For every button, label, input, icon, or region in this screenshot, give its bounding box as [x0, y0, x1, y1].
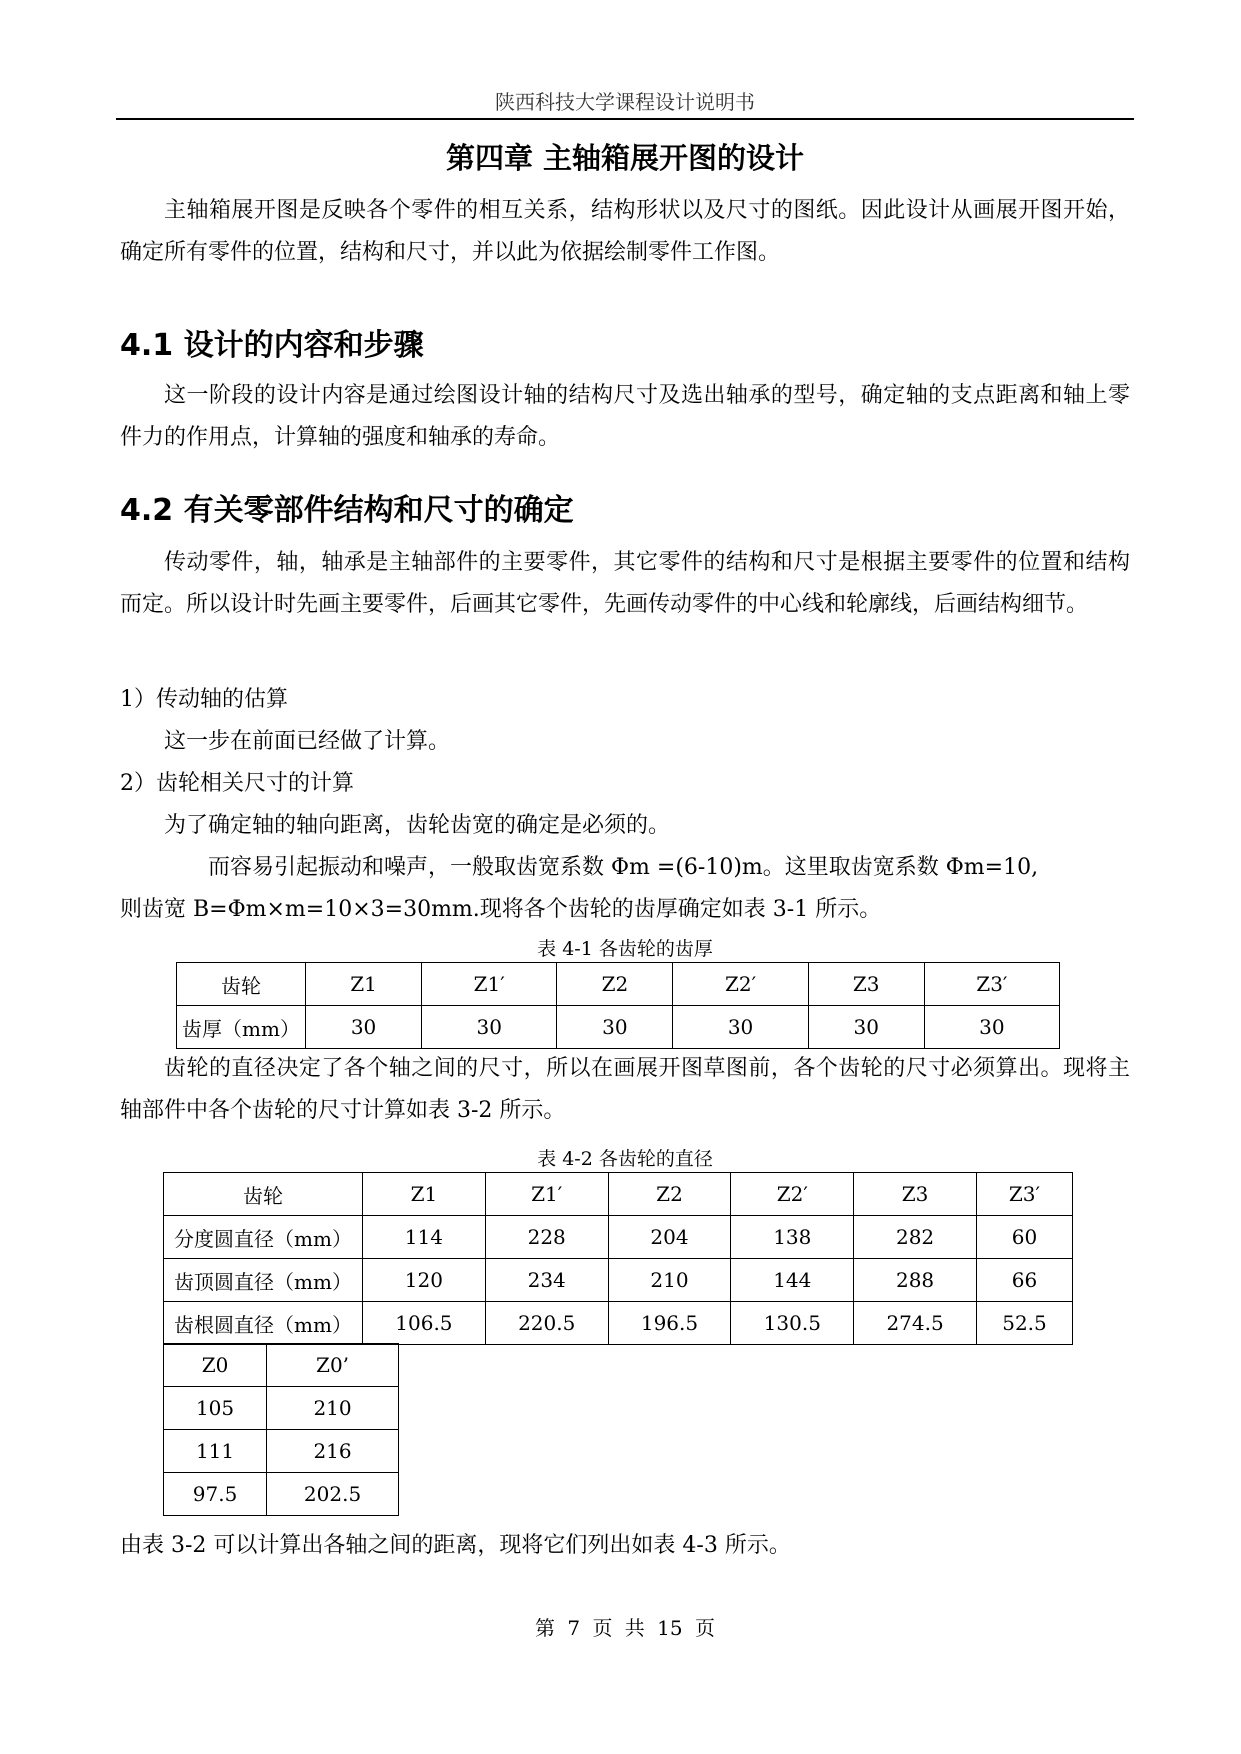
- table-cell: 210: [267, 1387, 399, 1430]
- page-header: 陕西科技大学课程设计说明书: [495, 90, 755, 114]
- table-cell: 齿轮: [164, 1173, 363, 1216]
- table-cell: 274.5: [854, 1302, 977, 1345]
- section-4-2-heading: 4.2 有关零部件结构和尺寸的确定: [120, 493, 574, 528]
- table-cell: 齿根圆直径（mm）: [164, 1302, 363, 1345]
- table-cell: Z1: [306, 963, 422, 1006]
- tooth-width-line-1: 而容易引起振动和噪声，一般取齿宽系数 Φm =(6-10)m。这里取齿宽系数 Φm=10,: [208, 855, 1039, 880]
- list-item-1: 1）传动轴的估算: [120, 687, 288, 712]
- table-cell: 30: [557, 1006, 673, 1049]
- list-item-1-text: 这一步在前面已经做了计算。: [164, 729, 451, 754]
- section-4-1-text: 这一阶段的设计内容是通过绘图设计轴的结构尺寸及选出轴承的型号，确定轴的支点距离和轴上零件力的作用点，计算轴的强度和轴承的寿命。: [120, 383, 1130, 450]
- table-cell: 52.5: [976, 1302, 1072, 1345]
- tooth-thickness-table: [176, 962, 1060, 1049]
- table-row: [177, 1006, 1060, 1049]
- table-cell: Z2′: [673, 963, 808, 1006]
- table-cell: 30: [306, 1006, 422, 1049]
- table-row: [177, 963, 1060, 1006]
- table-row: [164, 1216, 1073, 1259]
- table-cell: 30: [422, 1006, 557, 1049]
- table-cell: 234: [485, 1259, 608, 1302]
- table-cell: 120: [363, 1259, 486, 1302]
- table-cell: 210: [608, 1259, 731, 1302]
- table-1-caption: 表 4-1 各齿轮的齿厚: [537, 938, 713, 960]
- table-cell: 66: [976, 1259, 1072, 1302]
- table-cell: Z2: [557, 963, 673, 1006]
- chapter-title: 第四章 主轴箱展开图的设计: [445, 141, 805, 175]
- table-cell: Z3′: [976, 1173, 1072, 1216]
- table-cell: 288: [854, 1259, 977, 1302]
- list-item-2-text: 为了确定轴的轴向距离，齿轮齿宽的确定是必须的。: [164, 813, 671, 838]
- header-rule: [116, 118, 1134, 120]
- table-cell: 105: [164, 1387, 267, 1430]
- table-cell: Z2′: [731, 1173, 854, 1216]
- table-cell: Z1′: [422, 963, 557, 1006]
- table-2-caption: 表 4-2 各齿轮的直径: [537, 1148, 713, 1170]
- section-4-2-paragraph: 传动零件，轴，轴承是主轴部件的主要零件，其它零件的结构和尺寸是根据主要零件的位置和结构而定。所以设计时先画主要零件，后画其它零件，先画传动零件的中心线和轮廓线，后画结构细节。: [120, 550, 1130, 617]
- paragraph-3: 齿轮的直径决定了各个轴之间的尺寸，所以在画展开图草图前，各个齿轮的尺寸必须算出。现将主轴部件中各个齿轮的尺寸计算如表 3-2 所示。: [120, 1056, 1130, 1123]
- table-cell: 30: [673, 1006, 808, 1049]
- table-cell: Z1′: [485, 1173, 608, 1216]
- table-cell: Z3′: [924, 963, 1059, 1006]
- table-cell: 138: [731, 1216, 854, 1259]
- table-cell: Z0: [164, 1344, 267, 1387]
- table-cell: 130.5: [731, 1302, 854, 1345]
- table-cell: 齿顶圆直径（mm）: [164, 1259, 363, 1302]
- table-cell: Z0’: [267, 1344, 399, 1387]
- z0-diameter-table: [163, 1343, 399, 1516]
- table-cell: 228: [485, 1216, 608, 1259]
- list-item-2: 2）齿轮相关尺寸的计算: [120, 771, 354, 796]
- table-cell: 114: [363, 1216, 486, 1259]
- table-row: [164, 1473, 399, 1516]
- table-cell: 齿厚（mm）: [177, 1006, 306, 1049]
- table-row: [164, 1430, 399, 1473]
- table-cell: 282: [854, 1216, 977, 1259]
- page-footer: 第 7 页 共 15 页: [535, 1616, 715, 1640]
- table-row: [164, 1302, 1073, 1345]
- table-cell: Z2: [608, 1173, 731, 1216]
- table-row: [164, 1259, 1073, 1302]
- section-4-1-heading: 4.1 设计的内容和步骤: [120, 328, 424, 363]
- gear-diameter-table: [163, 1172, 1073, 1345]
- table-cell: 202.5: [267, 1473, 399, 1516]
- table-cell: 分度圆直径（mm）: [164, 1216, 363, 1259]
- table-cell: Z3: [854, 1173, 977, 1216]
- table-row: [164, 1344, 399, 1387]
- tooth-width-line-2: 则齿宽 B=Φm×m=10×3=30mm.现将各个齿轮的齿厚确定如表 3-1 所示。: [120, 897, 882, 922]
- table-cell: 204: [608, 1216, 731, 1259]
- table-cell: 144: [731, 1259, 854, 1302]
- table-row: [164, 1387, 399, 1430]
- table-cell: 220.5: [485, 1302, 608, 1345]
- table-cell: 111: [164, 1430, 267, 1473]
- intro-paragraph: 主轴箱展开图是反映各个零件的相互关系，结构形状以及尺寸的图纸。因此设计从画展开图开始，确定所有零件的位置，结构和尺寸，并以此为依据绘制零件工作图。: [120, 198, 1130, 265]
- table-cell: 60: [976, 1216, 1072, 1259]
- table-cell: 30: [808, 1006, 924, 1049]
- table-cell: 106.5: [363, 1302, 486, 1345]
- table-cell: 30: [924, 1006, 1059, 1049]
- table-cell: 216: [267, 1430, 399, 1473]
- paragraph-4: 由表 3-2 可以计算出各轴之间的距离，现将它们列出如表 4-3 所示。: [120, 1533, 791, 1558]
- table-cell: 齿轮: [177, 963, 306, 1006]
- table-cell: 196.5: [608, 1302, 731, 1345]
- table-cell: Z3: [808, 963, 924, 1006]
- table-row: [164, 1173, 1073, 1216]
- table-cell: Z1: [363, 1173, 486, 1216]
- table-cell: 97.5: [164, 1473, 267, 1516]
